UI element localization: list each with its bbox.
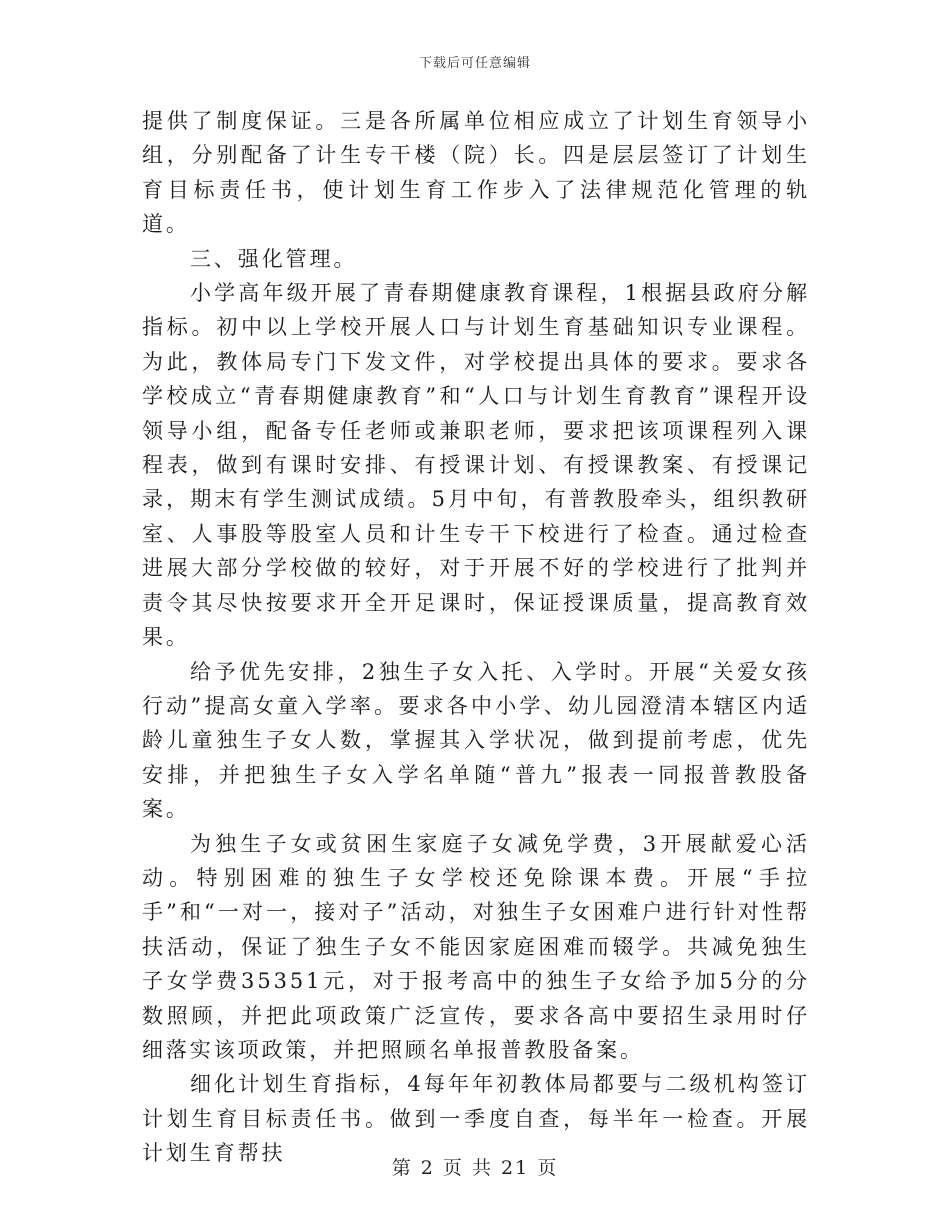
- paragraph-6: 细化计划生育指标，4每年年初教体局都要与二级机构签订计划生育目标责任书。做到一季度自查，每半年一检查。开展计划生育帮扶: [142, 1072, 810, 1166]
- paragraph-1: 提供了制度保证。三是各所属单位相应成立了计划生育领导小组，分别配备了计生专干楼（院）长。四是层层签订了计划生育目标责任书，使计划生育工作步入了法律规范化管理的轨道。: [142, 109, 810, 237]
- paragraph-4: 给予优先安排，2独生子女入托、入学时。开展“关爱女孩行动”提高女童入学率。要求各中小学、幼儿园澄清本辖区内适龄儿童独生子女人数，掌握其入学状况，做到提前考虑，优先安排，并把独生子女入学名单随“普九”报表一同报普教股备案。: [142, 659, 810, 822]
- document-body: [142, 104, 810, 1171]
- paragraph-3: 小学高年级开展了青春期健康教育课程，1根据县政府分解指标。初中以上学校开展人口与计划生育基础知识专业课程。为此，教体局专门下发文件，对学校提出具体的要求。要求各学校成立“青春期健康教育”和“人口与计划生育教育”课程开设领导小组，配备专任老师或兼职老师，要求把该项课程列入课程表，做到有课时安排、有授课计划、有授课教案、有授课记录，期末有学生测试成绩。5月中旬，有普教股牵头，组织教研室、人事股等股室人员和计生专干下校进行了检查。通过检查进展大部分学校做的较好，对于开展不好的学校进行了批判并责令其尽快按要求开全开足课时，保证授课质量，提高教育效果。: [142, 281, 810, 650]
- page-number-footer: 第 2 页 共 21 页: [391, 1157, 559, 1179]
- page-header-note: 下载后可任意编辑: [418, 56, 531, 71]
- paragraph-5: 为独生子女或贫困生家庭子女减免学费，3开展献爱心活动。特别困难的独生子女学校还免除课本费。开展“手拉手”和“一对一，接对子”活动，对独生子女困难户进行针对性帮扶活动，保证了独生子女不能因家庭困难而辍学。共减免独生子女学费35351元，对于报考高中的独生子女给予加5分的分数照顾，并把此项政策广泛宣传，要求各高中要招生录用时仔细落实该项政策，并把照顾名单报普教股备案。: [142, 831, 810, 1062]
- section-heading: 三、强化管理。: [190, 246, 358, 271]
